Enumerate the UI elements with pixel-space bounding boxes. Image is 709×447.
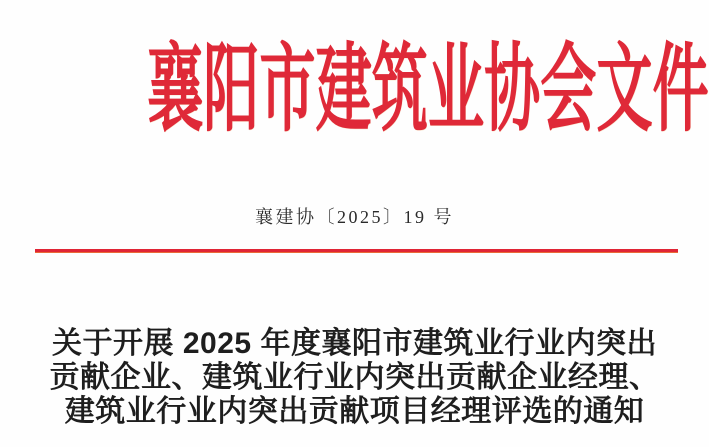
- notice-title-line-3: 建筑业行业内突出贡献项目经理评选的通知: [64, 395, 645, 428]
- document-header-title: 襄阳市建筑业协会文件: [147, 36, 709, 143]
- document-number: 襄建协〔2025〕19 号: [255, 207, 454, 227]
- red-divider-rule: [35, 249, 678, 253]
- notice-title-line-2: 贡献企业、建筑业行业内突出贡献企业经理、: [49, 361, 660, 394]
- notice-title: [0, 327, 709, 429]
- notice-title-line-1: 关于开展 2025 年度襄阳市建筑业行业内突出: [52, 327, 657, 360]
